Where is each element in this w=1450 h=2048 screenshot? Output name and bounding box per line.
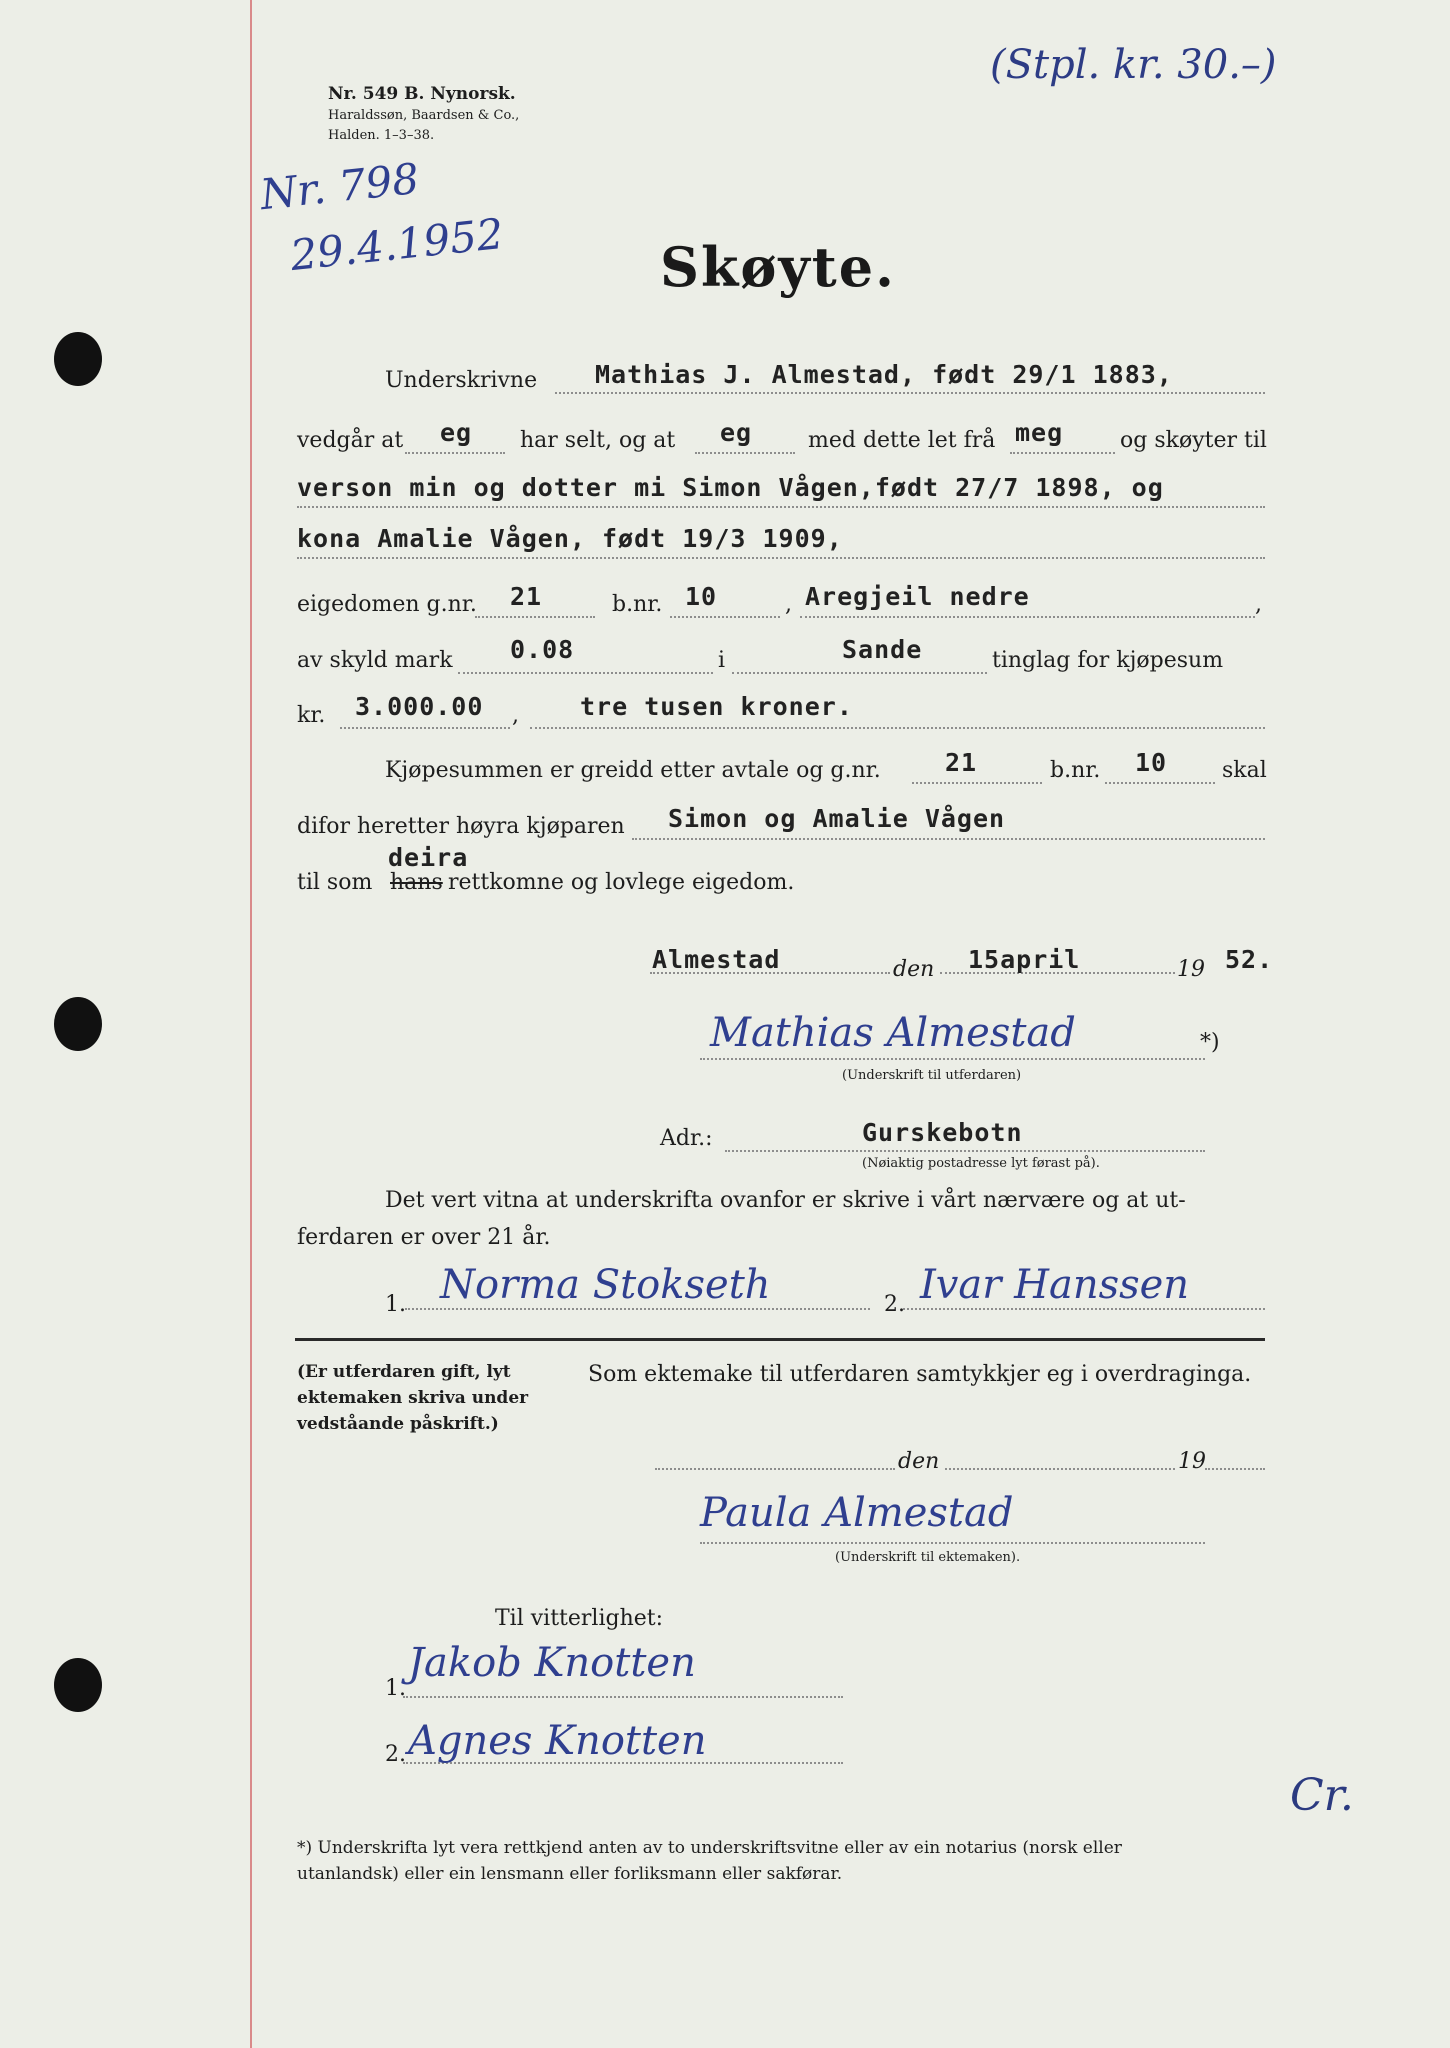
property-name: Aregjeil nedre <box>805 582 1030 611</box>
label-underskrivne: Underskrivne <box>385 368 538 393</box>
value-eg-1: eg <box>440 418 473 447</box>
text-kr: kr. <box>297 703 326 728</box>
seller-name: Mathias J. Almestad, født 29/1 1883, <box>595 360 1173 389</box>
text-bnr: b.nr. <box>612 592 663 617</box>
seller-signature: Mathias Almestad <box>710 1010 1076 1056</box>
text-difor: difor heretter høyra kjøparen <box>297 814 625 839</box>
value-meg: meg <box>1015 418 1064 447</box>
form-printer-city: Halden. 1–3–38. <box>328 128 435 143</box>
address-label: Adr.: <box>660 1126 713 1151</box>
text-let-fra: med dette let frå <box>808 428 996 453</box>
text-tinglag-kjopesum: tinglag for kjøpesum <box>992 648 1224 673</box>
spouse-den: den <box>898 1449 940 1474</box>
witness-statement-2: ferdaren er over 21 år. <box>297 1225 551 1250</box>
value-gnr: 21 <box>510 582 543 611</box>
seller-caption: (Underskrift til utferdaren) <box>842 1068 1022 1083</box>
purchase-amount: 3.000.00 <box>355 692 484 721</box>
punch-hole <box>54 332 102 386</box>
text-rettkomne: rettkomne og lovlege eigedom. <box>448 870 795 895</box>
witness-1-number: 1. <box>385 1292 406 1317</box>
spouse-note-1: (Er utferdaren gift, lyt <box>297 1362 511 1382</box>
text-bnr-2: b.nr. <box>1050 758 1101 783</box>
value-gnr-2: 21 <box>945 748 978 777</box>
text-comma: , <box>785 592 792 617</box>
spouse-signature: Paula Almestad <box>700 1490 1014 1536</box>
spouse-caption: (Underskrift til ektemaken). <box>835 1550 1021 1565</box>
inserted-deira: deira <box>388 843 469 872</box>
value-bnr: 10 <box>685 582 718 611</box>
text-skal: skal <box>1222 758 1267 783</box>
vitterlighet-2-signature: Agnes Knotten <box>408 1718 707 1764</box>
spouse-consent-text: Som ektemake til utferdaren samtykkjer eg i overdraginga. <box>588 1362 1252 1387</box>
text-i: i <box>718 648 726 673</box>
witness-2-number: 2. <box>884 1292 905 1317</box>
text-kjopesummen: Kjøpesummen er greidd etter avtale og g.nr. <box>385 758 881 783</box>
spouse-19: 19 <box>1178 1449 1206 1474</box>
vitterlighet-2-number: 2. <box>385 1742 406 1767</box>
punch-hole <box>54 1658 102 1712</box>
section-divider <box>295 1338 1265 1341</box>
text-vedgar: vedgår at <box>297 428 404 453</box>
text-comma-end: , <box>1255 592 1262 617</box>
text-den: den <box>893 957 935 982</box>
form-printer: Haraldssøn, Baardsen & Co., <box>328 108 520 123</box>
registration-date: 29.4.1952 <box>288 208 506 281</box>
spouse-note-2: ektemaken skriva under <box>297 1388 529 1408</box>
buyers-line-1: verson min og dotter mi Simon Vågen,født 27/7 1898, og <box>297 473 1164 502</box>
form-number: Nr. 549 B. Nynorsk. <box>328 84 516 104</box>
value-tinglag: Sande <box>842 635 923 664</box>
vitterlighet-1-number: 1. <box>385 1676 406 1701</box>
document-title: Skøyte. <box>660 235 896 299</box>
signing-year: 52. <box>1225 945 1274 974</box>
text-19: 19 <box>1177 957 1205 982</box>
struck-hans: hans <box>390 870 443 895</box>
buyers-line-2: kona Amalie Vågen, født 19/3 1909, <box>297 524 843 553</box>
stamp-fee-note: (Stpl. kr. 30.–) <box>990 42 1277 88</box>
new-owners: Simon og Amalie Vågen <box>668 804 1006 833</box>
text-skoyter-til: og skøyter til <box>1120 428 1267 453</box>
value-skyld: 0.08 <box>510 635 575 664</box>
text-skyld-mark: av skyld mark <box>297 648 453 673</box>
punch-hole <box>54 997 102 1051</box>
corner-mark: Cr. <box>1290 1770 1354 1821</box>
signing-place: Almestad <box>652 945 781 974</box>
witness-1-signature: Norma Stokseth <box>440 1262 771 1308</box>
footnote-line-2: utanlandsk) eller ein lensmann eller forliksmann eller sakførar. <box>297 1864 843 1884</box>
margin-rule <box>250 0 252 2048</box>
footnote-marker: *) <box>1200 1030 1220 1055</box>
witness-2-signature: Ivar Hanssen <box>920 1262 1190 1308</box>
witness-statement-1: Det vert vitna at underskrifta ovanfor er skrive i vårt nærvære og at ut- <box>385 1188 1186 1213</box>
text-til-som: til som <box>297 870 373 895</box>
footnote-line-1: *) Underskrifta lyt vera rettkjend anten av to underskriftsvitne eller av ein notarius (norsk eller <box>297 1838 1122 1858</box>
vitterlighet-label: Til vitterlighet: <box>495 1606 664 1631</box>
vitterlighet-1-signature: Jakob Knotten <box>408 1640 696 1686</box>
text-comma-2: , <box>512 703 519 728</box>
purchase-amount-words: tre tusen kroner. <box>580 692 853 721</box>
address-value: Gurskebotn <box>862 1118 1023 1147</box>
address-caption: (Nøiaktig postadresse lyt førast på). <box>862 1156 1100 1171</box>
text-eigedomen-gnr: eigedomen g.nr. <box>297 592 477 617</box>
spouse-note-3: vedståande påskrift.) <box>297 1414 499 1434</box>
signing-day-month: 15april <box>968 945 1081 974</box>
value-bnr-2: 10 <box>1135 748 1168 777</box>
text-har-selt: har selt, og at <box>520 428 676 453</box>
registration-number: Nr. 798 <box>257 153 422 220</box>
value-eg-2: eg <box>720 418 753 447</box>
